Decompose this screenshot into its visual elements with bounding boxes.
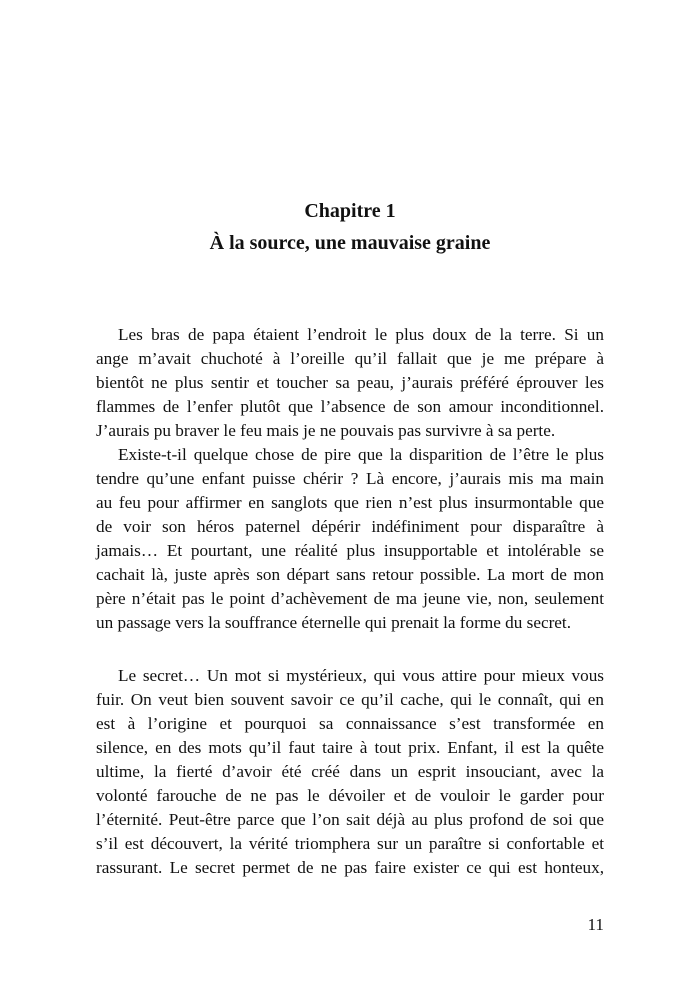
chapter-title: À la source, une mauvaise graine bbox=[209, 232, 491, 254]
paragraph-1 bbox=[96, 323, 604, 443]
text-line: cachait là, juste après son départ sans retour possible. La mort de mon bbox=[96, 565, 604, 584]
text-line: est à l’origine et pourquoi sa connaissance s’est transformée en bbox=[96, 714, 604, 733]
text-line: ange m’avait chuchoté à l’oreille qu’il fallait que je me prépare à bbox=[96, 349, 604, 368]
text-line: un passage vers la souffrance éternelle qui prenait la forme du secret. bbox=[96, 613, 571, 632]
text-line: Le secret… Un mot si mystérieux, qui vous attire pour mieux vous bbox=[118, 666, 604, 685]
text-line: rassurant. Le secret permet de ne pas faire exister ce qui est honteux, bbox=[96, 858, 604, 877]
text-line: au feu pour affirmer en sanglots que rien n’est plus insurmontable que bbox=[96, 493, 604, 512]
text-line: silence, en des mots qu’il faut taire à tout prix. Enfant, il est la quête bbox=[96, 738, 604, 757]
text-line: père n’était pas le point d’achèvement de ma jeune vie, non, seulement bbox=[96, 589, 604, 608]
text-line: l’éternité. Peut-être parce que l’on sait déjà au plus profond de soi que bbox=[96, 810, 604, 829]
paragraph-3 bbox=[96, 664, 604, 880]
text-line: flammes de l’enfer plutôt que l’absence de son amour inconditionnel. bbox=[96, 397, 604, 416]
text-line: ultime, la fierté d’avoir été créé dans un esprit insouciant, avec la bbox=[96, 762, 604, 781]
text-line: s’il est découvert, la vérité triomphera sur un paraître si confortable et bbox=[96, 834, 604, 853]
text-line: Existe-t-il quelque chose de pire que la disparition de l’être le plus bbox=[118, 445, 604, 464]
text-line: bientôt ne plus sentir et toucher sa peau, j’aurais préféré éprouver les bbox=[96, 373, 604, 392]
text-line: de voir son héros paternel dépérir indéfiniment pour disparaître à bbox=[96, 517, 604, 536]
paragraph-2 bbox=[96, 443, 604, 635]
page-number: 11 bbox=[587, 915, 604, 934]
text-line: tendre qu’une enfant puisse chérir ? Là encore, j’aurais mis ma main bbox=[96, 469, 604, 488]
chapter-number: Chapitre 1 bbox=[304, 200, 396, 222]
text-line: jamais… Et pourtant, une réalité plus insupportable et intolérable se bbox=[96, 541, 604, 560]
text-line: fuir. On veut bien souvent savoir ce qu’il cache, qui le connaît, qui en bbox=[96, 690, 604, 709]
text-line: J’aurais pu braver le feu mais je ne pouvais pas survivre à sa perte. bbox=[96, 421, 556, 440]
text-line: volonté farouche de ne pas le dévoiler et de vouloir le garder pour bbox=[96, 786, 604, 805]
text-line: Les bras de papa étaient l’endroit le plus doux de la terre. Si un bbox=[118, 325, 604, 344]
